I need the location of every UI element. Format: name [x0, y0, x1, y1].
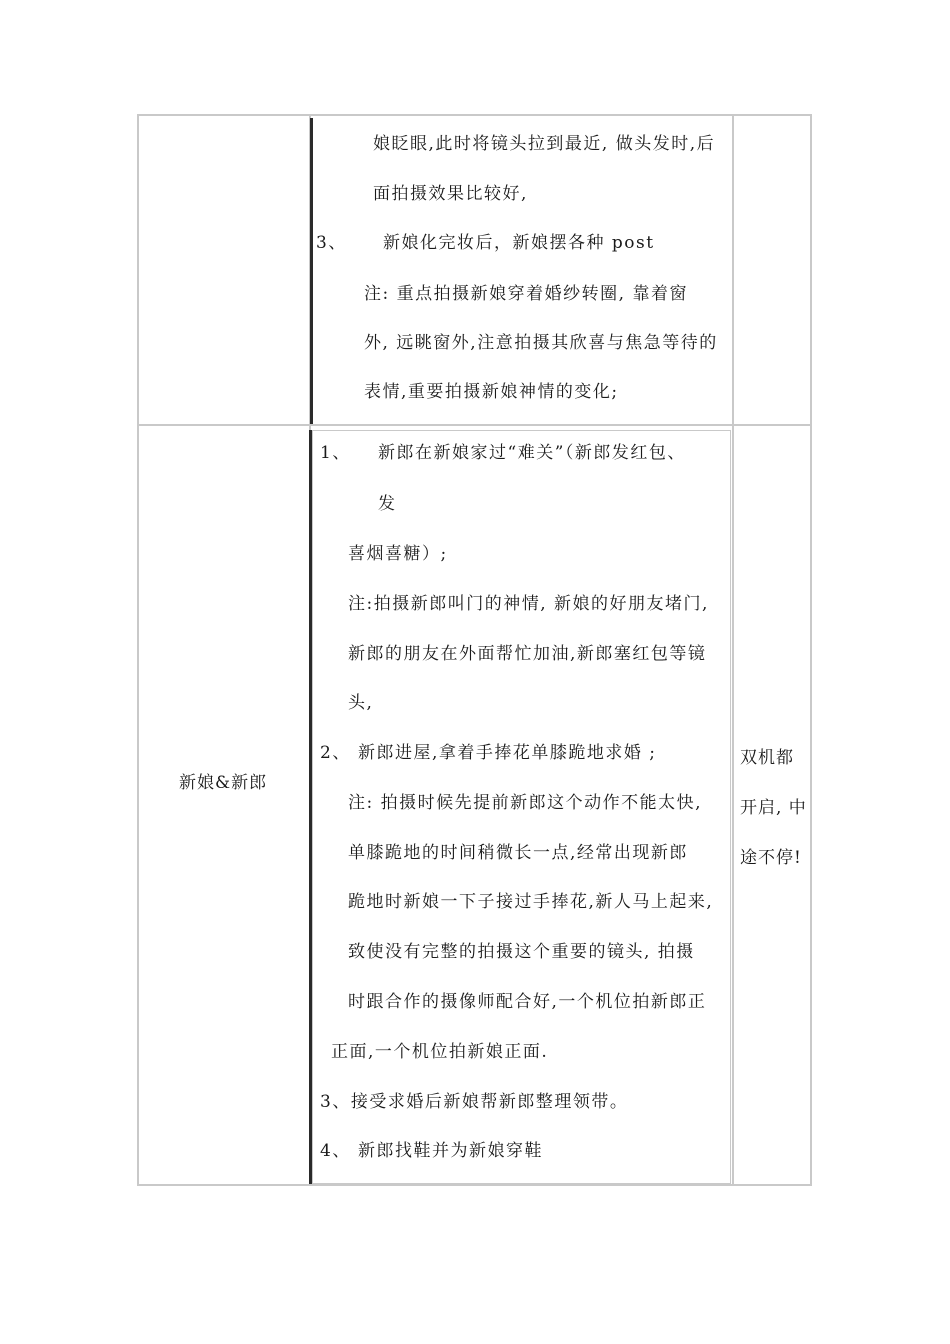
note-line: 双机都	[740, 748, 794, 768]
note-line: 外, 远眺窗外,注意拍摄其欣喜与焦急等待的	[364, 333, 718, 353]
note-line: 注:拍摄新郎叫门的神情, 新娘的好朋友堵门,	[348, 594, 709, 614]
list-number: 4、	[320, 1141, 351, 1161]
text-line: 新娘化完妆后，新娘摆各种 post	[383, 233, 655, 253]
row-divider	[137, 424, 812, 426]
note-line: 注: 重点拍摄新娘穿着婚纱转圈, 靠着窗	[364, 284, 688, 304]
list-number: 2、	[320, 743, 351, 763]
list-number: 1、	[320, 443, 351, 463]
note-line: 跪地时新娘一下子接过手捧花,新人马上起来,	[348, 892, 714, 912]
text-line: 3、接受求婚后新娘帮新郎整理领带。	[320, 1092, 629, 1112]
text-line: 新郎找鞋并为新娘穿鞋	[358, 1141, 543, 1161]
note-line: 途不停!	[740, 848, 802, 868]
note-line: 表情,重要拍摄新娘神情的变化;	[364, 382, 619, 402]
text-line: 喜烟喜糖）;	[348, 544, 448, 564]
note-line: 致使没有完整的拍摄这个重要的镜头, 拍摄	[348, 942, 695, 962]
text-line: 发	[378, 494, 397, 514]
text-line: 新郎进屋,拿着手捧花单膝跪地求婚 ;	[358, 743, 657, 763]
note-line: 头,	[348, 693, 374, 713]
note-line: 时跟合作的摄像师配合好,一个机位拍新郎正	[348, 992, 707, 1012]
note-line: 新郎的朋友在外面帮忙加油,新郎塞红包等镜	[348, 644, 707, 664]
column-divider-2	[732, 114, 734, 1186]
note-line: 单膝跪地的时间稍微长一点,经常出现新郎	[348, 843, 688, 863]
note-line: 开启, 中	[740, 798, 807, 818]
list-number: 3、	[316, 233, 347, 253]
row2-label: 新娘&新郎	[179, 773, 268, 793]
text-line: 娘眨眼,此时将镜头拉到最近, 做头发时,后	[373, 134, 716, 154]
note-line: 正面,一个机位拍新娘正面.	[331, 1042, 549, 1062]
note-line: 注: 拍摄时候先提前新郎这个动作不能太快,	[348, 793, 703, 813]
text-line: 新郎在新娘家过“难关”（新郎发红包、	[378, 443, 686, 463]
text-line: 面拍摄效果比较好,	[373, 184, 528, 204]
column-divider-dark-1	[310, 118, 313, 424]
